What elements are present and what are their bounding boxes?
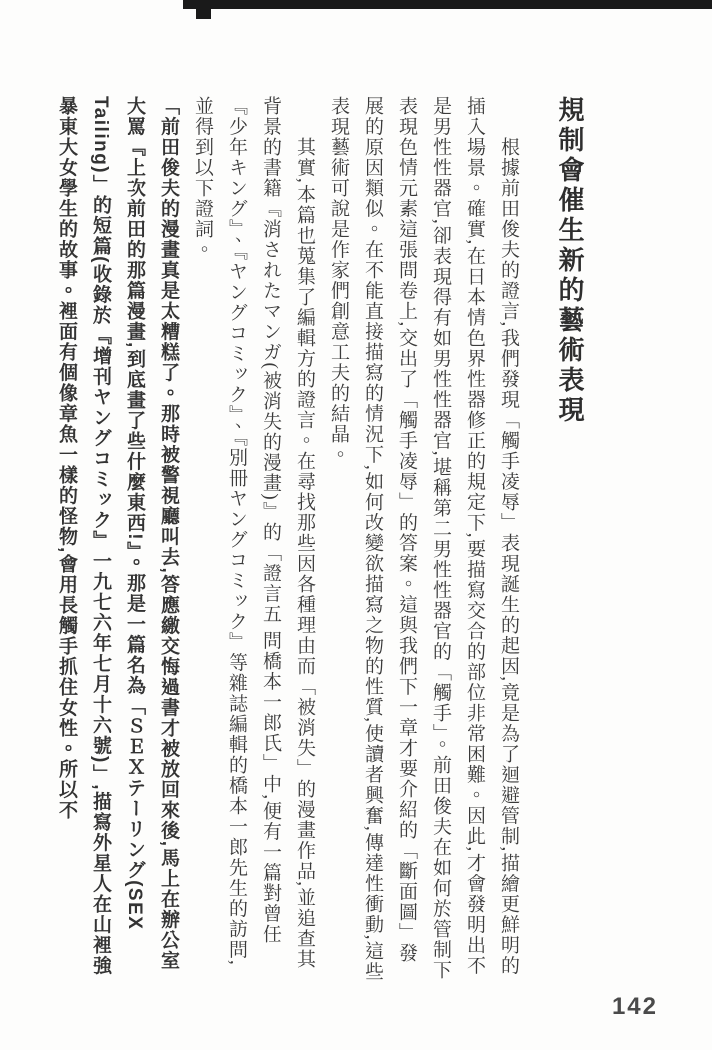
scan-edge-artifact-notch <box>196 0 211 19</box>
scan-edge-artifact-main <box>183 0 712 9</box>
paragraph-editor-testimony: 其實,本篇也蒐集了編輯方的證言。在尋找那些因各種理由而「被消失」的漫畫作品,並追查其背景的書籍『消されたマンガ(被消失的漫畫)』的「證言五 問橋本一郎氏」中,便有一篇對曾任『少年キング』、『ヤングコミック』、『別冊ヤングコミック』等雜誌編輯的橋本一郎先生的訪問,並得到以下證詞。 <box>192 96 315 970</box>
paragraph-hashimoto-quote: 「前田俊夫的漫畫真是太糟糕了。那時被警視廳叫去,答應繳交悔過書才被放回來後,馬上在辦公室大罵『上次前田的那篇漫畫,到底畫了些什麼東西!』。那是一篇名為「ＳＥＸテーリング(SEX Tailing)」的短篇(收錄於『增刊ヤングコミック』一九七六年七月十六號)」,描寫外星人在山裡強暴東大女學生的故事。裡面有個像章魚一樣的怪物,會用長觸手抓住女性。所以不 <box>56 96 179 976</box>
page-content <box>56 96 613 982</box>
section-title: 規制會催生新的藝術表現 <box>555 96 585 426</box>
scan-edge-artifact <box>0 0 712 20</box>
page-number: 142 <box>611 993 658 1020</box>
paragraph-testimony-origin: 根據前田俊夫的證言,我們發現「觸手凌辱」表現誕生的起因,竟是為了迴避管制,描繪更鮮明的插入場景。確實,在日本情色界性器修正的規定下,要描寫交合的部位非常困難。因此,才會發明出不是男性性器官,卻表現得有如男性性器官,堪稱第二男性性器官的「觸手」。前田俊夫在如何於管制下表現色情元素這張問卷上,交出了「觸手凌辱」的答案。這與我們下一章才要介紹的「斷面圖」發展的原因類似。在不能直接描寫的情況下,如何改變欲描寫之物的性質,使讀者興奮,傳達性衝動,這些表現藝術可說是作家們創意工夫的結晶。 <box>328 96 519 982</box>
